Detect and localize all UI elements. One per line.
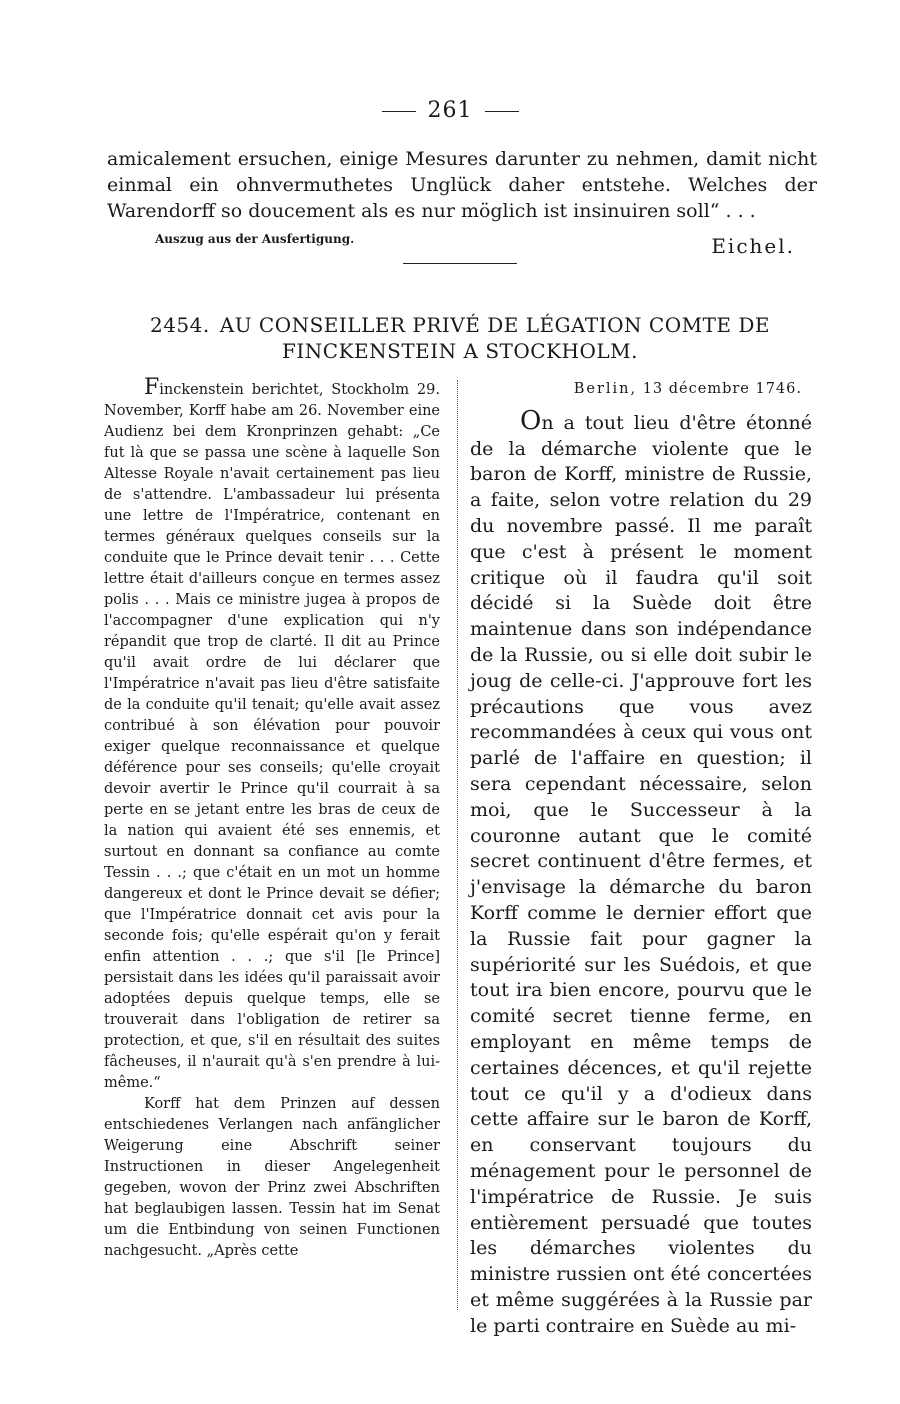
section-divider — [403, 263, 517, 264]
dateline-date: 13 décembre 1746. — [642, 381, 802, 397]
summary-dropcap: F — [144, 375, 160, 400]
carry-over-text: amicalement ersuchen, einige Mesures darunter zu nehmen, damit nicht einmal ein ohnvermuthetes Unglück daher entstehe. Welches der Warendorff so doucement als es nur möglich ist insinuiren soll“ . . . — [107, 148, 817, 222]
page-number: 261 — [427, 98, 473, 123]
source-note: Auszug aus der Ausfertigung. — [155, 232, 355, 246]
letter-heading — [130, 312, 790, 364]
source-row — [155, 232, 795, 260]
summary-paragraph-2: Korff hat dem Prinzen auf dessen entschiedenes Verlangen nach anfänglicher Weigerung eine Abschrift seiner Instructionen in dieser Angelegenheit gegeben, wovon der Prinz zwei Abschriften hat beglaubigen lassen. Tessin hat im Senat um die Entbindung von seinen Functionen nachgesucht. „Après cette — [104, 1096, 440, 1259]
letter-number: 2454. — [149, 313, 210, 337]
dateline — [470, 377, 802, 403]
letter-body-text: n a tout lieu d'être étonné de la démarche violente que le baron de Korff, ministre de Russie, a faite, selon votre relation du 29 du novembre passé. Il me paraît que c'est à présent le moment critique où il faudra qu'il soit décidé si la Suède doit être maintenue dans son indépendance de la Russie, ou si elle doit subir le joug de celle-ci. J'approuve fort les précautions que vous avez recommandées à ceux qui vous ont parlé de l'affaire en question; il sera cependant nécessaire, selon moi, que le Successeur à la couronne autant que le comité secret continuent d'être fermes, et j'envisage la démarche du baron Korff comme le dernier effort que la Russie fait pour gagner la supériorité sur les Suédois, et que tout ira bien encore, pourvu que le comité secret tienne ferme, en employant en même temps de certaines décences, et qu'il rejette tout ce qu'il y a d'odieux dans cette affaire sur le baron de Korff, en conservant toujours du ménagement pour le personnel de l'impératrice de Russie. Je suis entièrement persuadé que toutes les démarches violentes du ministre russien ont été concertées et même suggérées à la Russie par le parti contraire en Suède au mi- — [470, 411, 812, 1337]
signature: Eichel. — [711, 234, 795, 258]
column-divider — [457, 380, 458, 1310]
header-dash-right — [485, 111, 519, 112]
carry-over-paragraph — [107, 146, 817, 224]
header-dash-left — [382, 111, 416, 112]
letter-title: AU CONSEILLER PRIVÉ DE LÉGATION COMTE DE FINCKENSTEIN A STOCKHOLM. — [219, 313, 771, 363]
summary-text-1: inckenstein berichtet, Stockholm 29. November, Korff habe am 26. November eine Audienz bei dem Kronprinzen gehabt: „Ce fut là que se passa une scène à laquelle Son Altesse Royale n'avait certainement pas lieu de s'attendre. L'ambassadeur lui présenta une lettre de l'Impératrice, contenant en termes généraux quelques conseils sur la conduite que le Prince devait tenir . . . Cette lettre était d'ailleurs conçue en termes assez polis . . . Mais ce ministre jugea à propos de l'accompagner d'une explication qui n'y répandit que trop de clarté. Il dit au Prince qu'il avait ordre de lui déclarer que l'Impératrice n'avait pas lieu d'être satisfaite de la conduite qu'il tenait; qu'elle avait assez contribué à son élévation pour pouvoir exiger quelque reconnaissance et quelque déférence pour ses conseils; qu'elle croyait devoir avertir le Prince qu'il courrait à sa perte en se jetant entre les bras de ceux de la nation qui avaient été ses ennemis, et surtout en donnant sa confiance au comte Tessin . . .; que c'était en un mot un homme dangereux et dont le Prince devait se défier; que l'Impératrice donnait cet avis pour la seconde fois; qu'elle espérait qu'on y ferait enfin attention . . .; que s'il [le Prince] persistait dans les idées qu'il paraissait avoir adoptées depuis quelque temps, elle se trouverait dans l'obligation de retirer sa protection, et que, s'il en résultait des suites fâcheuses, il n'aurait qu'à s'en prendre à lui-même.“ — [104, 382, 440, 1091]
page-header — [0, 98, 900, 123]
summary-paragraph-1 — [104, 377, 440, 1094]
summary-column — [104, 377, 440, 1262]
letter-body — [470, 405, 812, 1340]
letter-body-column — [470, 377, 812, 1339]
body-dropcap: O — [520, 405, 542, 436]
dateline-place: Berlin, — [573, 381, 638, 397]
